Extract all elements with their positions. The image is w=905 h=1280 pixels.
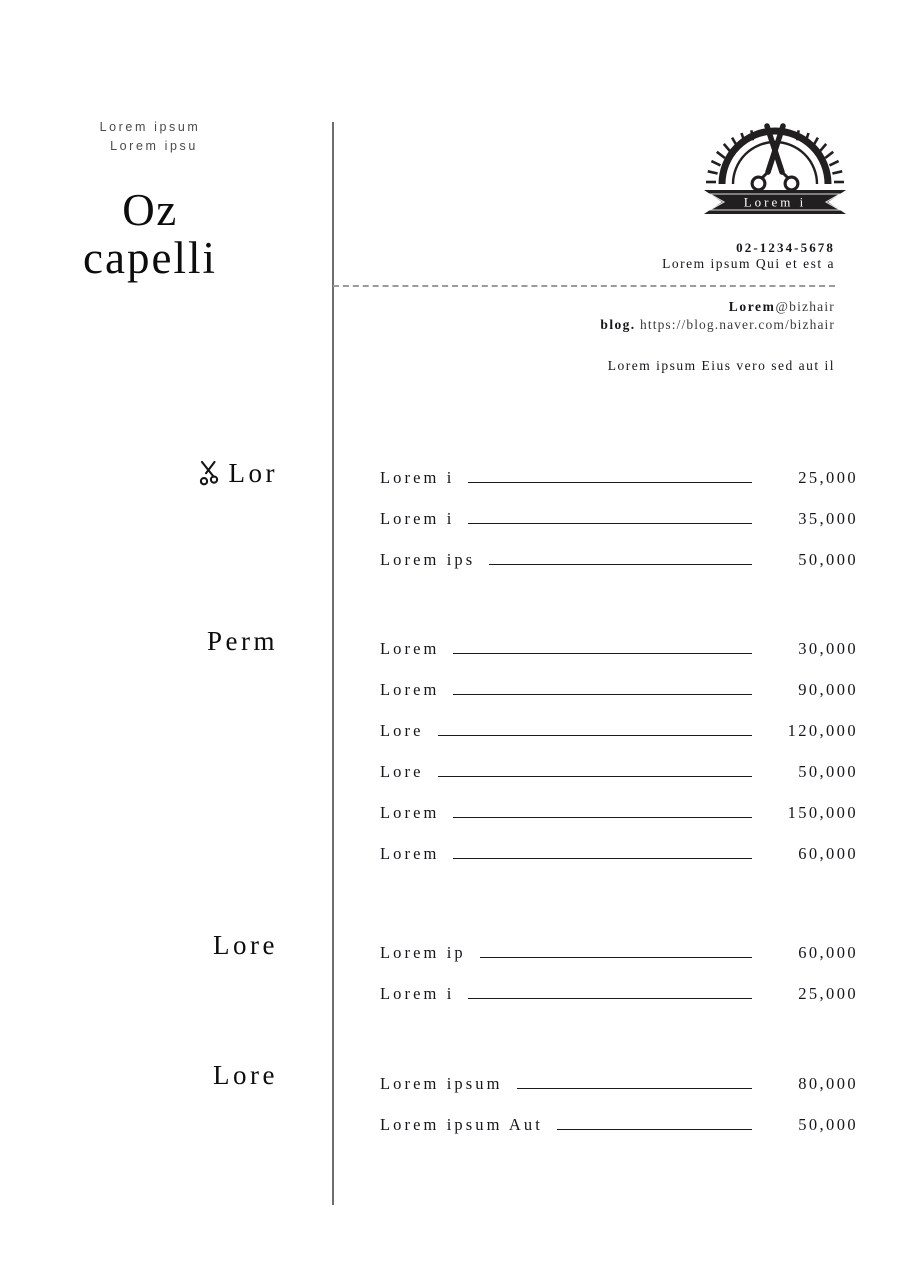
price-row — [380, 803, 858, 844]
price-row — [380, 1115, 858, 1156]
page-title — [0, 186, 300, 282]
leader-line — [438, 767, 752, 777]
service-price: 25,000 — [798, 468, 858, 487]
contact-blog-label: blog. — [600, 317, 636, 332]
service-name: Lore — [380, 721, 424, 740]
leader-line — [453, 808, 752, 818]
service-name: Lorem ipsum Aut — [380, 1115, 543, 1134]
brand-name-line1: Oz — [122, 185, 178, 235]
service-price: 60,000 — [798, 844, 858, 863]
price-row — [380, 762, 858, 803]
contact-blog — [600, 317, 835, 333]
service-name: Lorem ipsum — [380, 1074, 503, 1093]
leader-line — [468, 514, 752, 524]
section-title-label: Perm — [207, 626, 278, 656]
price-rows-3 — [380, 1074, 858, 1156]
price-row — [380, 680, 858, 721]
contact-address: Lorem ipsum Qui et est a — [662, 256, 835, 271]
service-price: 50,000 — [798, 762, 858, 781]
section-title-0 — [0, 458, 300, 489]
price-row — [380, 721, 858, 762]
leader-line — [453, 849, 752, 859]
dashed-divider — [333, 285, 835, 287]
leader-line — [438, 726, 752, 736]
service-name: Lorem i — [380, 468, 455, 487]
price-row — [380, 1074, 858, 1115]
section-title-label: Lore — [213, 930, 278, 960]
service-price: 60,000 — [798, 943, 858, 962]
leader-line — [557, 1120, 752, 1130]
leader-line — [468, 473, 752, 483]
leader-line — [517, 1079, 752, 1089]
scissors-arch-emblem-icon — [700, 114, 850, 214]
price-row — [380, 639, 858, 680]
service-name: Lorem — [380, 844, 440, 863]
price-row — [380, 550, 858, 591]
scissors-pivot-icon — [772, 150, 777, 155]
scissors-icon — [199, 460, 221, 486]
logo — [700, 114, 850, 214]
service-price: 150,000 — [787, 803, 858, 822]
leader-line — [453, 644, 752, 654]
section-title-2 — [0, 930, 300, 961]
leader-line — [468, 989, 752, 999]
price-rows-2 — [380, 943, 858, 1025]
service-name: Lorem i — [380, 984, 455, 1003]
service-price: 25,000 — [798, 984, 858, 1003]
price-row — [380, 509, 858, 550]
section-title-1 — [0, 626, 300, 657]
leader-line — [489, 555, 752, 565]
section-title-label: Lor — [228, 458, 278, 488]
contact-email — [729, 299, 835, 315]
brand-block — [0, 118, 300, 282]
logo-banner-text: Lorem i — [743, 194, 807, 210]
service-name: Lorem ips — [380, 550, 476, 569]
contact-blog-url[interactable]: https://blog.naver.com/bizhair — [640, 317, 835, 332]
service-name: Lorem i — [380, 509, 455, 528]
service-price: 120,000 — [787, 721, 858, 740]
price-row — [380, 984, 858, 1025]
service-name: Lorem — [380, 680, 440, 699]
service-price: 50,000 — [798, 550, 858, 569]
service-name: Lorem — [380, 803, 440, 822]
contact-email-domain: @bizhair — [775, 299, 835, 314]
service-price: 90,000 — [798, 680, 858, 699]
service-name: Lorem ip — [380, 943, 466, 962]
brand-tagline-line1: Lorem ipsum — [99, 120, 201, 134]
price-rows-0 — [380, 468, 858, 591]
leader-line — [453, 685, 752, 695]
service-price: 50,000 — [798, 1115, 858, 1134]
section-title-label: Lore — [213, 1060, 278, 1090]
brand-tagline-line2: Lorem ipsu — [110, 139, 198, 153]
service-price: 35,000 — [798, 509, 858, 528]
service-price: 80,000 — [798, 1074, 858, 1093]
price-rows-1 — [380, 639, 858, 885]
contact-email-user: Lorem — [728, 299, 776, 314]
service-price: 30,000 — [798, 639, 858, 658]
leader-line — [480, 948, 752, 958]
brand-name-line2: capelli — [83, 233, 217, 283]
business-hours: Lorem ipsum Eius vero sed aut il — [607, 358, 835, 373]
service-name: Lorem — [380, 639, 440, 658]
contact-phone: 02-1234-5678 — [736, 240, 835, 255]
price-row — [380, 844, 858, 885]
price-row — [380, 468, 858, 509]
section-title-3 — [0, 1060, 300, 1091]
price-row — [380, 943, 858, 984]
service-name: Lore — [380, 762, 424, 781]
